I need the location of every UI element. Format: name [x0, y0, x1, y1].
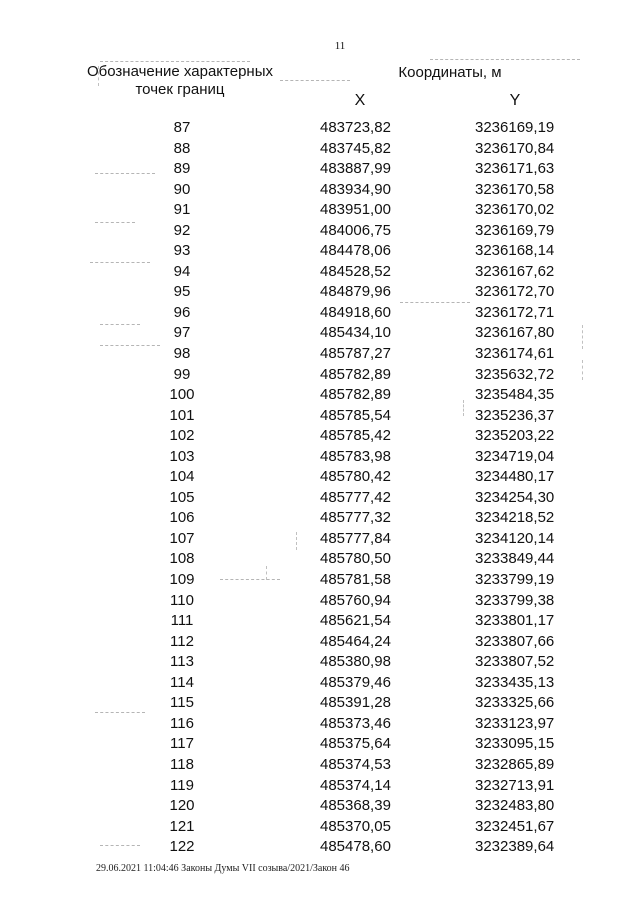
table-row [0, 611, 640, 632]
point-cell: 90 [173, 180, 191, 198]
table-row [0, 673, 640, 694]
x-cell: 485464,24 [320, 632, 391, 650]
x-cell: 484918,60 [320, 303, 391, 321]
table-row [0, 406, 640, 427]
x-cell: 485478,60 [320, 838, 391, 856]
header-coordinates: Координаты, м [398, 64, 502, 81]
x-cell: 485374,53 [320, 755, 391, 773]
point-cell: 100 [169, 386, 195, 404]
x-cell: 485375,64 [320, 735, 391, 753]
table-row [0, 652, 640, 673]
y-cell: 3232865,89 [475, 755, 555, 773]
table-row [0, 447, 640, 468]
table-row [0, 365, 640, 386]
point-cell: 117 [170, 735, 194, 753]
scan-artifact [430, 59, 580, 60]
table-row [0, 200, 640, 221]
point-cell: 95 [173, 283, 191, 301]
point-cell: 91 [173, 201, 191, 219]
point-cell: 89 [173, 160, 191, 178]
table-row [0, 303, 640, 324]
header-designation: Обозначение характерных точек границ [87, 63, 273, 98]
y-cell: 3236169,79 [475, 221, 555, 239]
y-cell: 3236172,70 [475, 283, 555, 301]
point-cell: 102 [169, 427, 195, 445]
scan-artifact [100, 61, 250, 62]
y-cell: 3236174,61 [475, 345, 555, 363]
point-cell: 122 [169, 838, 195, 856]
point-cell: 110 [170, 591, 194, 609]
point-cell: 105 [169, 488, 195, 506]
x-cell: 485368,39 [320, 797, 391, 815]
x-cell: 485374,14 [320, 776, 391, 794]
point-cell: 119 [170, 776, 194, 794]
table-row [0, 488, 640, 509]
x-cell: 485780,50 [320, 550, 391, 568]
table-row [0, 632, 640, 653]
y-cell: 3236167,80 [475, 324, 555, 342]
table-row [0, 776, 640, 797]
x-cell: 485782,89 [320, 365, 391, 383]
x-cell: 485781,58 [320, 571, 391, 589]
table-row [0, 529, 640, 550]
table-row [0, 817, 640, 838]
point-cell: 96 [173, 303, 191, 321]
point-cell: 106 [169, 509, 195, 527]
y-cell: 3236169,19 [475, 119, 555, 136]
table-row [0, 282, 640, 303]
y-cell: 3236171,63 [475, 160, 555, 178]
point-cell: 92 [173, 221, 191, 239]
y-cell: 3232389,64 [475, 838, 555, 856]
y-cell: 3236172,71 [475, 303, 555, 321]
table-row [0, 426, 640, 447]
header-y: Y [509, 92, 521, 109]
coordinates-table [0, 118, 640, 858]
scan-artifact [98, 66, 99, 86]
x-cell: 483951,00 [320, 201, 391, 219]
table-row [0, 159, 640, 180]
table-row [0, 180, 640, 201]
x-cell: 485391,28 [320, 694, 391, 712]
table-row [0, 118, 640, 139]
y-cell: 3232713,91 [475, 776, 555, 794]
table-row [0, 467, 640, 488]
y-cell: 3234254,30 [475, 488, 555, 506]
x-cell: 483887,99 [320, 160, 391, 178]
point-cell: 109 [169, 571, 195, 589]
y-cell: 3233807,66 [475, 632, 555, 650]
x-cell: 484478,06 [320, 242, 391, 260]
x-cell: 485777,32 [320, 509, 391, 527]
table-row [0, 837, 640, 858]
table-row [0, 241, 640, 262]
table-row [0, 385, 640, 406]
x-cell: 485379,46 [320, 673, 391, 691]
y-cell: 3233435,13 [475, 673, 555, 691]
footer-stamp: 29.06.2021 11:04:46 Законы Думы VII созыва/2021/Закон 46 [96, 863, 350, 874]
y-cell: 3235236,37 [475, 406, 555, 424]
point-cell: 115 [170, 694, 194, 712]
point-cell: 121 [169, 817, 195, 835]
x-cell: 484006,75 [320, 221, 391, 239]
y-cell: 3233801,17 [475, 612, 555, 630]
y-cell: 3235203,22 [475, 427, 555, 445]
point-cell: 97 [173, 324, 191, 342]
table-row [0, 570, 640, 591]
x-cell: 485777,84 [320, 529, 391, 547]
point-cell: 116 [170, 714, 194, 732]
page-number: 11 [334, 40, 346, 52]
x-cell: 484879,96 [320, 283, 391, 301]
y-cell: 3233325,66 [475, 694, 555, 712]
x-cell: 485621,54 [320, 612, 391, 630]
table-row [0, 344, 640, 365]
table-row [0, 591, 640, 612]
point-cell: 99 [173, 365, 191, 383]
table-row [0, 221, 640, 242]
point-cell: 93 [173, 242, 191, 260]
table-row [0, 323, 640, 344]
y-cell: 3236167,62 [475, 262, 555, 280]
point-cell: 104 [169, 468, 195, 486]
header-x: X [354, 92, 366, 109]
y-cell: 3236168,14 [475, 242, 555, 260]
point-cell: 114 [170, 673, 194, 691]
x-cell: 483745,82 [320, 139, 391, 157]
y-cell: 3236170,84 [475, 139, 555, 157]
point-cell: 98 [173, 345, 191, 363]
y-cell: 3234480,17 [475, 468, 555, 486]
scan-artifact [280, 80, 350, 81]
table-row [0, 796, 640, 817]
point-cell: 111 [170, 612, 194, 630]
point-cell: 120 [169, 797, 195, 815]
table-row [0, 714, 640, 735]
point-cell: 112 [170, 632, 194, 650]
x-cell: 483934,90 [320, 180, 391, 198]
x-cell: 485777,42 [320, 488, 391, 506]
point-cell: 108 [169, 550, 195, 568]
table-row [0, 734, 640, 755]
x-cell: 485783,98 [320, 447, 391, 465]
point-cell: 87 [173, 119, 191, 136]
table-row [0, 139, 640, 160]
point-cell: 94 [173, 262, 191, 280]
y-cell: 3234120,14 [475, 529, 555, 547]
y-cell: 3233807,52 [475, 653, 555, 671]
y-cell: 3233799,19 [475, 571, 555, 589]
y-cell: 3235484,35 [475, 386, 555, 404]
point-cell: 107 [169, 529, 195, 547]
point-cell: 113 [170, 653, 194, 671]
x-cell: 485785,54 [320, 406, 391, 424]
point-cell: 88 [173, 139, 191, 157]
x-cell: 485782,89 [320, 386, 391, 404]
x-cell: 483723,82 [320, 119, 391, 136]
y-cell: 3236170,02 [475, 201, 555, 219]
y-cell: 3232451,67 [475, 817, 555, 835]
y-cell: 3236170,58 [475, 180, 555, 198]
x-cell: 485434,10 [320, 324, 391, 342]
x-cell: 485785,42 [320, 427, 391, 445]
y-cell: 3234719,04 [475, 447, 555, 465]
y-cell: 3232483,80 [475, 797, 555, 815]
y-cell: 3233799,38 [475, 591, 555, 609]
table-row [0, 755, 640, 776]
x-cell: 485370,05 [320, 817, 391, 835]
y-cell: 3233849,44 [475, 550, 555, 568]
table-row [0, 549, 640, 570]
point-cell: 118 [170, 755, 194, 773]
point-cell: 101 [169, 406, 195, 424]
point-cell: 103 [169, 447, 195, 465]
x-cell: 484528,52 [320, 262, 391, 280]
y-cell: 3233095,15 [475, 735, 555, 753]
table-row [0, 693, 640, 714]
y-cell: 3234218,52 [475, 509, 555, 527]
x-cell: 485787,27 [320, 345, 391, 363]
table-row [0, 262, 640, 283]
y-cell: 3233123,97 [475, 714, 555, 732]
x-cell: 485760,94 [320, 591, 391, 609]
y-cell: 3235632,72 [475, 365, 555, 383]
x-cell: 485380,98 [320, 653, 391, 671]
x-cell: 485780,42 [320, 468, 391, 486]
table-row [0, 508, 640, 529]
x-cell: 485373,46 [320, 714, 391, 732]
